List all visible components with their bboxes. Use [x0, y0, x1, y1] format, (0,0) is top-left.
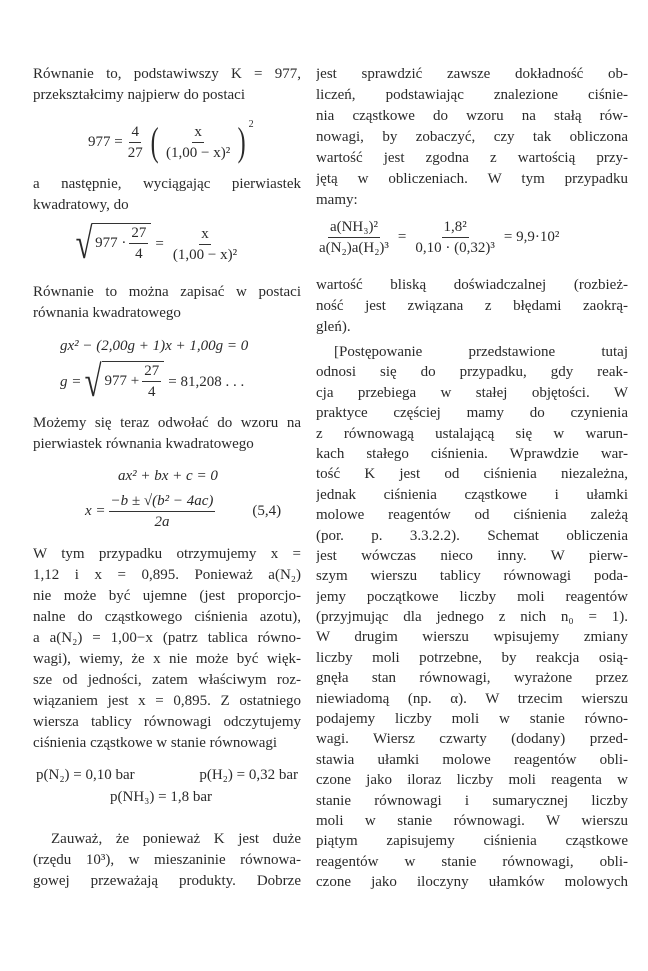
pressure-nh3: p(NH₃) = 1,8 bar: [110, 789, 212, 805]
text-line: jest wówczas nieco inny. W pierw-: [316, 547, 628, 564]
text-line: praktyce częściej mamy do czynienia: [316, 405, 628, 422]
fraction: [171, 225, 239, 264]
equals: =: [397, 229, 407, 245]
text-line: (przyjmując dla jednego z nich n₀ = 1).: [316, 609, 628, 626]
text-line: odnosi się do przypadku, gdy reak-: [316, 364, 628, 381]
text-line: liczeń, podstawiając znalezione ciśnie-: [316, 87, 628, 103]
numerator: 1,8²: [442, 218, 469, 238]
radical-icon: √: [75, 219, 93, 268]
text-line: a następnie, wyciągając pierwiastek: [33, 176, 301, 192]
text-line: z równowagą ustalającą się w warun-: [316, 425, 628, 442]
paragraph-solution: [33, 544, 301, 754]
equation-general-quadratic: [118, 468, 218, 485]
equation-g-value: [60, 357, 248, 406]
text-line: Równanie to, podstawiwszy K = 977,: [33, 66, 301, 82]
text-line: nia cząstkowe do wzoru na stałą rów-: [316, 108, 628, 124]
text-line: Równanie to można zapisać w postaci: [33, 284, 301, 300]
equation-pressures: [36, 767, 298, 784]
text-line: [Postępowanie przedstawione tutaj: [334, 344, 628, 360]
eq-rhs: = 9,9·10²: [503, 229, 560, 245]
text-line: sze od jedności, zatem właściwym roz-: [33, 672, 301, 688]
denominator: 2a: [154, 514, 170, 530]
denominator: 4: [135, 246, 143, 262]
denominator: 0,10 · (0,32)³: [415, 240, 495, 256]
text-line: jest sprawdzić zawsze dokładność ob-: [316, 66, 628, 82]
equation-k-check: [314, 218, 563, 257]
text-line: gleń).: [316, 319, 351, 335]
equation-pressure-nh3: [110, 789, 212, 806]
text-line: ność jest związana z błędami zaokrą-: [316, 298, 628, 314]
equation-number: (5,4): [252, 503, 282, 519]
numerator: x: [199, 225, 211, 245]
radical-icon: √: [84, 357, 102, 406]
denominator: 4: [148, 384, 156, 400]
equation-text: ax² + bx + c = 0: [118, 468, 218, 484]
text-line: nie może być ujemne (jest proporcjo-: [33, 588, 301, 604]
paragraph-formula-ref: [33, 413, 301, 455]
text-line: liczby moli potrzebne, by reakcja osią-: [316, 649, 628, 666]
text-line: moli w stanie równowagi. W wierszu: [316, 812, 628, 829]
fraction: [413, 218, 496, 257]
right-paren: ): [237, 119, 246, 164]
text-line: W tym przypadku otrzymujemy x =: [33, 546, 301, 562]
numerator: 27: [129, 224, 148, 244]
paragraph-note: [33, 829, 301, 892]
text-line: wagi), wiemy, że x nie może być więk-: [33, 651, 301, 667]
sqrt: [81, 357, 164, 406]
equation-text: gx² − (2,00g + 1)x + 1,00g = 0: [60, 338, 249, 354]
radicand: 977 +: [104, 373, 140, 389]
text-line: mamy:: [316, 192, 358, 208]
paragraph-intro: [33, 64, 301, 106]
eq-lhs: x =: [85, 503, 106, 519]
radicand: 977 ·: [95, 235, 127, 251]
text-line: czone jako iloczyny ułamków molowych: [316, 874, 628, 891]
text-line: Zauważ, że ponieważ K jest duże: [51, 831, 301, 847]
text-line: 1,12 i x = 0,895. Ponieważ a(N₂): [33, 567, 301, 583]
text-line: piątym zapisujemy ciśnienia cząstkowe: [316, 833, 628, 850]
pressure-n2: p(N₂) = 0,10 bar: [36, 767, 135, 783]
paragraph-procedure: [316, 342, 628, 893]
text-line: kwadratowy, do: [33, 197, 129, 213]
text-line: podajemy liczby moli w stanie równo-: [316, 711, 628, 728]
pressure-h2: p(H₂) = 0,32 bar: [199, 767, 298, 783]
text-line: nowagi, by zobaczyć, czy tak obliczona: [316, 129, 628, 145]
text-line: a a(N₂) = 1,00−x (patrz tablica równo-: [33, 630, 301, 646]
text-line: molowe reagentów od ciśnienia zależą: [316, 507, 628, 524]
text-line: stawia ułamki molowe reagentów obli-: [316, 751, 628, 768]
numerator: x: [192, 123, 204, 143]
eq-rhs: = 81,208 . . .: [168, 373, 245, 390]
text-line: stanie równowagi i sumarycznej liczby: [316, 792, 628, 809]
fraction: [142, 362, 161, 401]
denominator: (1,00 − x)²: [172, 246, 238, 263]
text-line: jemy początkowe liczby moli reagentów: [316, 588, 628, 605]
text-line: szym wierszu tablicy równowagi poda-: [316, 568, 628, 585]
text-line: Możemy się teraz odwołać do wzoru na: [33, 415, 301, 431]
eq-lhs: g =: [60, 373, 82, 390]
text-line: nalne do cząstkowego ciśnienia azotu),: [33, 609, 301, 625]
equation-977: [88, 118, 254, 164]
text-line: W drugim wierszu wpisujemy zmiany: [316, 629, 628, 646]
left-paren: (: [150, 119, 159, 164]
text-line: kach stałego ciśnienia. Wprawdzie war-: [316, 445, 628, 462]
text-line: ciśnienia cząstkowe w stanie równowagi: [33, 735, 278, 751]
equation-5-4: [85, 492, 281, 531]
numerator: 4: [129, 123, 141, 143]
text-line: wiersza tablicy równowagi odczytujemy: [33, 714, 301, 730]
fraction: [109, 492, 216, 531]
text-line: gowej przeważają produkty. Dobrze: [33, 873, 301, 889]
text-line: tość K jest od ciśnienia niezależna,: [316, 466, 628, 483]
fraction: [317, 218, 391, 257]
exponent: 2: [248, 118, 254, 130]
denominator: a(N₂)a(H₂)³: [319, 240, 389, 256]
paragraph-sqrt: [33, 174, 301, 216]
denominator: 27: [127, 144, 143, 161]
fraction: [126, 123, 145, 162]
text-line: cja przebiega w stałej objętości. W: [316, 384, 628, 401]
text-line: wiązaniem jest x = 0,895. Z ostatniego: [33, 693, 301, 709]
text-line: (rzędu 10³), w mieszaninie równowa-: [33, 852, 301, 868]
numerator: a(NH₃)²: [328, 218, 380, 238]
fraction: [164, 123, 232, 162]
fraction: [129, 224, 148, 263]
paragraph-check: [316, 64, 628, 211]
equals: =: [155, 235, 164, 252]
text-line: pierwiastek równania kwadratowego: [33, 436, 254, 452]
text-line: jednak ciśnienia cząstkowe i ułamki: [316, 486, 628, 503]
text-line: równania kwadratowego: [33, 305, 181, 321]
text-line: wartość bliską doświadczalnej (rozbież-: [316, 277, 628, 293]
text-line: wagi. Wiersz czwarty (dodany) przed-: [316, 731, 628, 748]
text-line: czone jako iloraz liczby moli reagenta w: [316, 772, 628, 789]
text-line: wartość jest zgodna z wartością przy-: [316, 150, 628, 166]
denominator: (1,00 − x)²: [166, 144, 231, 161]
text-line: gnęła stan równowagi, wyrażone przez: [316, 670, 628, 687]
text-line: reagentów w stanie równowagi, obli-: [316, 853, 628, 870]
text-line: przekształcimy najpierw do postaci: [33, 87, 246, 103]
text-line: niewiadomą (np. α). W trzecim wierszu: [316, 690, 628, 707]
numerator: −b ± √(b² − 4ac): [109, 492, 216, 512]
paragraph-quadratic: [33, 282, 301, 324]
sqrt: [72, 219, 151, 268]
numerator: 27: [142, 362, 161, 382]
text-line: jętą w obliczeniach. W tym przypadku: [316, 171, 628, 187]
equation-quadratic-g: [60, 338, 248, 355]
paragraph-value: [316, 275, 628, 338]
eq-lhs: 977 =: [88, 133, 123, 150]
equation-sqrt: [72, 219, 242, 268]
text-line: (por. p. 3.3.2.2). Schemat obliczenia: [316, 527, 628, 544]
